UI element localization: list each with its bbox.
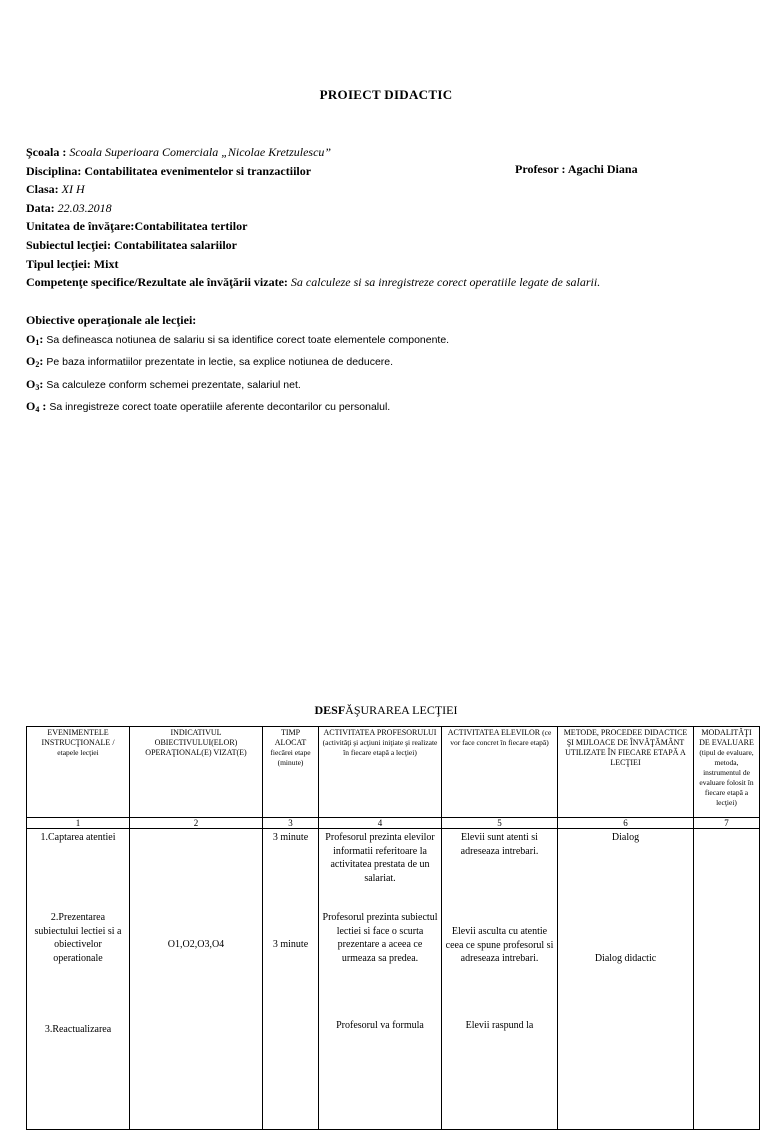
event-text: 1.Captarea atentiei xyxy=(40,832,116,843)
column-number: 5 xyxy=(442,818,558,829)
objective-item xyxy=(26,375,449,398)
lesson-type-label: Tipul lecţiei: xyxy=(26,256,91,271)
column-number: 2 xyxy=(130,818,263,829)
header-teacher-activity: ACTIVITATEA PROFESORULUI (activităţi şi acţiuni iniţiate şi realizate în fiecare etapă a lecţiei) xyxy=(319,727,442,818)
table-row xyxy=(27,829,760,1130)
objective-sub: 3 xyxy=(35,382,40,392)
column-number: 6 xyxy=(558,818,694,829)
header-objective: INDICATIVUL OBIECTIVULUI(ELOR) OPERAŢIONAL(E) VIZAT(E) xyxy=(130,727,263,818)
objective-text: Pe baza informatiilor prezentate in lectie, sa explice notiunea de deducere. xyxy=(46,356,394,369)
header-time: TIMP ALOCAT fiecărei etape (minute) xyxy=(263,727,319,818)
student-activity-text: Elevii asculta cu atentie ceea ce spune profesorul si adreseaza intrebari. xyxy=(445,926,554,964)
competences-label: Competenţe specifice/Rezultate ale învăţării vizate: xyxy=(26,275,288,290)
date-value: 22.03.2018 xyxy=(57,200,112,215)
objectives-heading: Obiective operaţionale ale lecţiei: xyxy=(26,313,197,327)
objective-code: O xyxy=(26,376,36,391)
teacher-activity-text: Profesorul prezinta subiectul lectiei si face o scurta prezentare a aceea ce urmeaza sa predea. xyxy=(322,912,438,964)
objective-code: O xyxy=(26,399,36,414)
subject-label: Subiectul lecţiei: xyxy=(26,237,111,252)
class-label: Clasa: xyxy=(26,182,59,197)
school-row xyxy=(26,143,600,162)
objective-sep: : xyxy=(39,376,44,391)
teacher-label: Profesor : xyxy=(515,162,566,176)
header-student-activity: ACTIVITATEA ELEVILOR (ce vor face concret în fiecare etapă) xyxy=(442,727,558,818)
lesson-table xyxy=(26,726,760,1130)
events-cell xyxy=(27,829,130,1130)
class-value: XI H xyxy=(61,182,85,197)
objective-sub: 1 xyxy=(35,337,40,347)
school-value: Scoala Superioara Comerciala „Nicolae Kretzulescu” xyxy=(69,145,332,159)
objective-sep: : xyxy=(39,399,47,414)
column-number: 3 xyxy=(263,818,319,829)
teacher-activity-text: Profesorul va formula xyxy=(336,1020,424,1031)
lesson-type-row xyxy=(26,255,600,274)
unit-label: Unitatea de învăţare: xyxy=(26,219,135,234)
objective-code: O xyxy=(26,331,36,346)
table-header-row xyxy=(27,727,760,818)
methods-cell xyxy=(558,829,694,1130)
objective-sep: : xyxy=(39,354,44,369)
time-cell xyxy=(263,829,319,1130)
objective-item xyxy=(26,352,449,375)
discipline-value: Contabilitatea evenimentelor si tranzactiilor xyxy=(84,163,312,178)
objective-cell xyxy=(130,829,263,1130)
school-label: Şcoala : xyxy=(26,145,67,159)
subject-row xyxy=(26,236,600,255)
subject-value: Contabilitatea salariilor xyxy=(113,237,237,252)
objective-item xyxy=(26,397,449,420)
objective-sub: 4 xyxy=(35,405,40,415)
date-row xyxy=(26,199,600,218)
header-methods: METODE, PROCEDEE DIDACTICE ŞI MIJLOACE DE ÎNVĂŢĂMÂNT UTILIZATE ÎN FIECARE ETAPĂ A LECŢIEI xyxy=(558,727,694,818)
objective-item xyxy=(26,330,449,353)
student-activity-cell xyxy=(442,829,558,1130)
objective-code: O xyxy=(26,354,36,369)
date-label: Data: xyxy=(26,200,55,215)
methods-text: Dialog xyxy=(611,832,640,843)
student-activity-text: Elevii sunt atenti si adreseaza intrebari. xyxy=(460,832,539,857)
objective-sep: : xyxy=(39,331,44,346)
objective-sub: 2 xyxy=(35,360,40,370)
event-text: 3.Reactualizarea xyxy=(44,1024,112,1035)
column-number: 7 xyxy=(694,818,760,829)
methods-text: Dialog didactic xyxy=(594,953,657,964)
section-title-rest: ĂŞURAREA LECŢIEI xyxy=(345,703,458,717)
document-title: PROIECT DIDACTIC xyxy=(319,87,453,102)
student-activity-text: Elevii raspund la xyxy=(465,1020,534,1031)
unit-row xyxy=(26,217,600,236)
competences-row xyxy=(26,273,600,292)
lesson-type-value: Mixt xyxy=(93,256,119,271)
unit-value: Contabilitatea tertilor xyxy=(134,219,248,234)
objective-text: Sa defineasca notiunea de salariu si sa identifice corect toate elementele componente. xyxy=(46,333,450,346)
discipline-label: Disciplina: xyxy=(26,163,82,178)
teacher-activity-cell xyxy=(319,829,442,1130)
evaluation-cell xyxy=(694,829,760,1130)
objective-indicator: O1,O2,O3,O4 xyxy=(167,939,225,950)
class-row xyxy=(26,180,600,199)
teacher-activity-text: Profesorul prezinta elevilor informatii referitoare la activitatea prestata de un salariat. xyxy=(325,832,435,884)
table-number-row xyxy=(27,818,760,829)
teacher-row xyxy=(515,162,638,177)
header-events: EVENIMENTELE INSTRUCŢIONALE / etapele lecţiei xyxy=(27,727,130,818)
time-text: 3 minute xyxy=(272,832,309,843)
objective-text: Sa inregistreze corect toate operatiile aferente decontarilor cu personalul. xyxy=(49,401,391,414)
column-number: 4 xyxy=(319,818,442,829)
teacher-value: Agachi Diana xyxy=(567,162,638,176)
column-number: 1 xyxy=(27,818,130,829)
header-evaluation: MODALITĂŢI DE EVALUARE (tipul de evaluare, metoda, instrumentul de evaluare folosit în fiecare etapă a lecţiei) xyxy=(694,727,760,818)
event-text: 2.Prezentarea subiectului lectiei si a obiectivelor operationale xyxy=(34,912,122,964)
objectives-section xyxy=(26,311,449,420)
section-title xyxy=(0,703,768,718)
time-text: 3 minute xyxy=(272,939,309,950)
competences-value: Sa calculeze si sa inregistreze corect operatiile legate de salarii. xyxy=(290,275,601,290)
section-title-bold: DESF xyxy=(314,703,346,717)
objective-text: Sa calculeze conform schemei prezentate, salariul net. xyxy=(46,378,301,391)
